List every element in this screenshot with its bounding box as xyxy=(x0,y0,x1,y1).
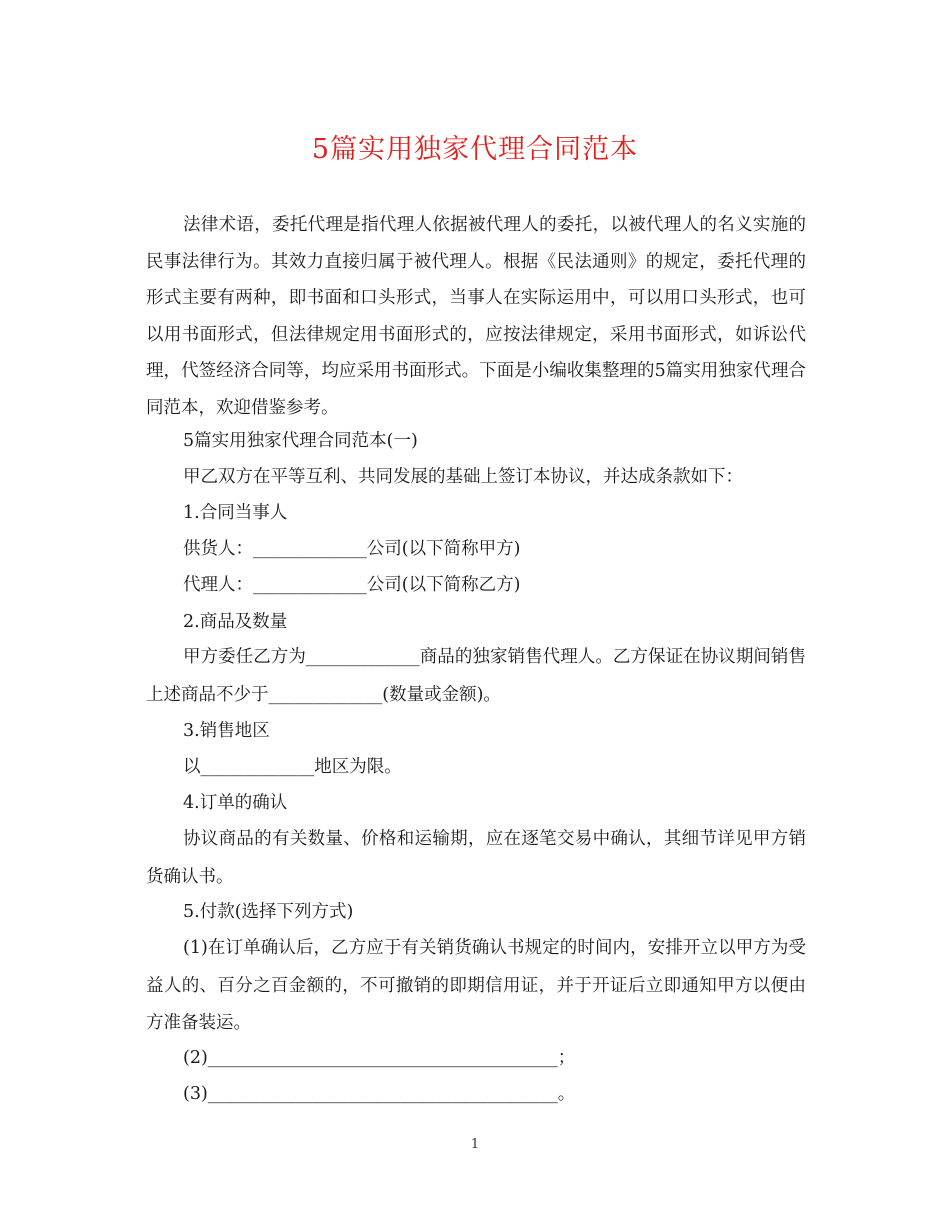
document-title: 5篇实用独家代理合同范本 xyxy=(311,134,639,165)
section-2-heading: 2.商品及数量 xyxy=(183,612,288,632)
agent-line: 代理人：_____________公司(以下简称乙方) xyxy=(183,575,521,595)
section-3-text: 以_____________地区为限。 xyxy=(183,757,402,777)
page-number: 1 xyxy=(470,1137,480,1152)
sample-heading: 5篇实用独家代理合同范本(一) xyxy=(183,431,418,451)
supplier-line: 供货人：_____________公司(以下简称甲方) xyxy=(183,539,521,559)
section-5-item-1: (1)在订单确认后，乙方应于有关销货确认书规定的时间内，安排开立以甲方为受益人的、百分之百金额的，不可撤销的即期信用证，并于开证后立即通知甲方以便由方准备装运。 xyxy=(146,938,806,1033)
section-4-text: 协议商品的有关数量、价格和运输期，应在逐笔交易中确认，其细节详见甲方销货确认书。 xyxy=(146,829,806,887)
intro-paragraph: 法律术语，委托代理是指代理人依据被代理人的委托，以被代理人的名义实施的民事法律行为。其效力直接归属于被代理人。根据《民法通则》的规定，委托代理的形式主要有两种，即书面和口头形式，当事人在实际运用中，可以用口头形式，也可以用书面形式，但法律规定用书面形式的，应按法律规定，采用书面形式，如诉讼代理，代签经济合同等，均应采用书面形式。下面是小编收集整理的5篇实用独家代理合同范本，欢迎借鉴参考。 xyxy=(146,215,806,418)
section-5-item-3: (3)________________________________________。 xyxy=(183,1084,576,1104)
section-5-item-2: (2)________________________________________； xyxy=(183,1048,576,1068)
section-4-heading: 4.订单的确认 xyxy=(183,793,288,813)
section-3-heading: 3.销售地区 xyxy=(183,721,270,741)
agreement-line: 甲乙双方在平等互利、共同发展的基础上签订本协议，并达成条款如下： xyxy=(183,467,743,487)
section-2-text: 甲方委任乙方为_____________商品的独家销售代理人。乙方保证在协议期间销售上述商品不少于_____________(数量或金额)。 xyxy=(146,647,806,705)
section-5-heading: 5.付款(选择下列方式) xyxy=(183,902,354,922)
section-1-heading: 1.合同当事人 xyxy=(183,503,288,523)
